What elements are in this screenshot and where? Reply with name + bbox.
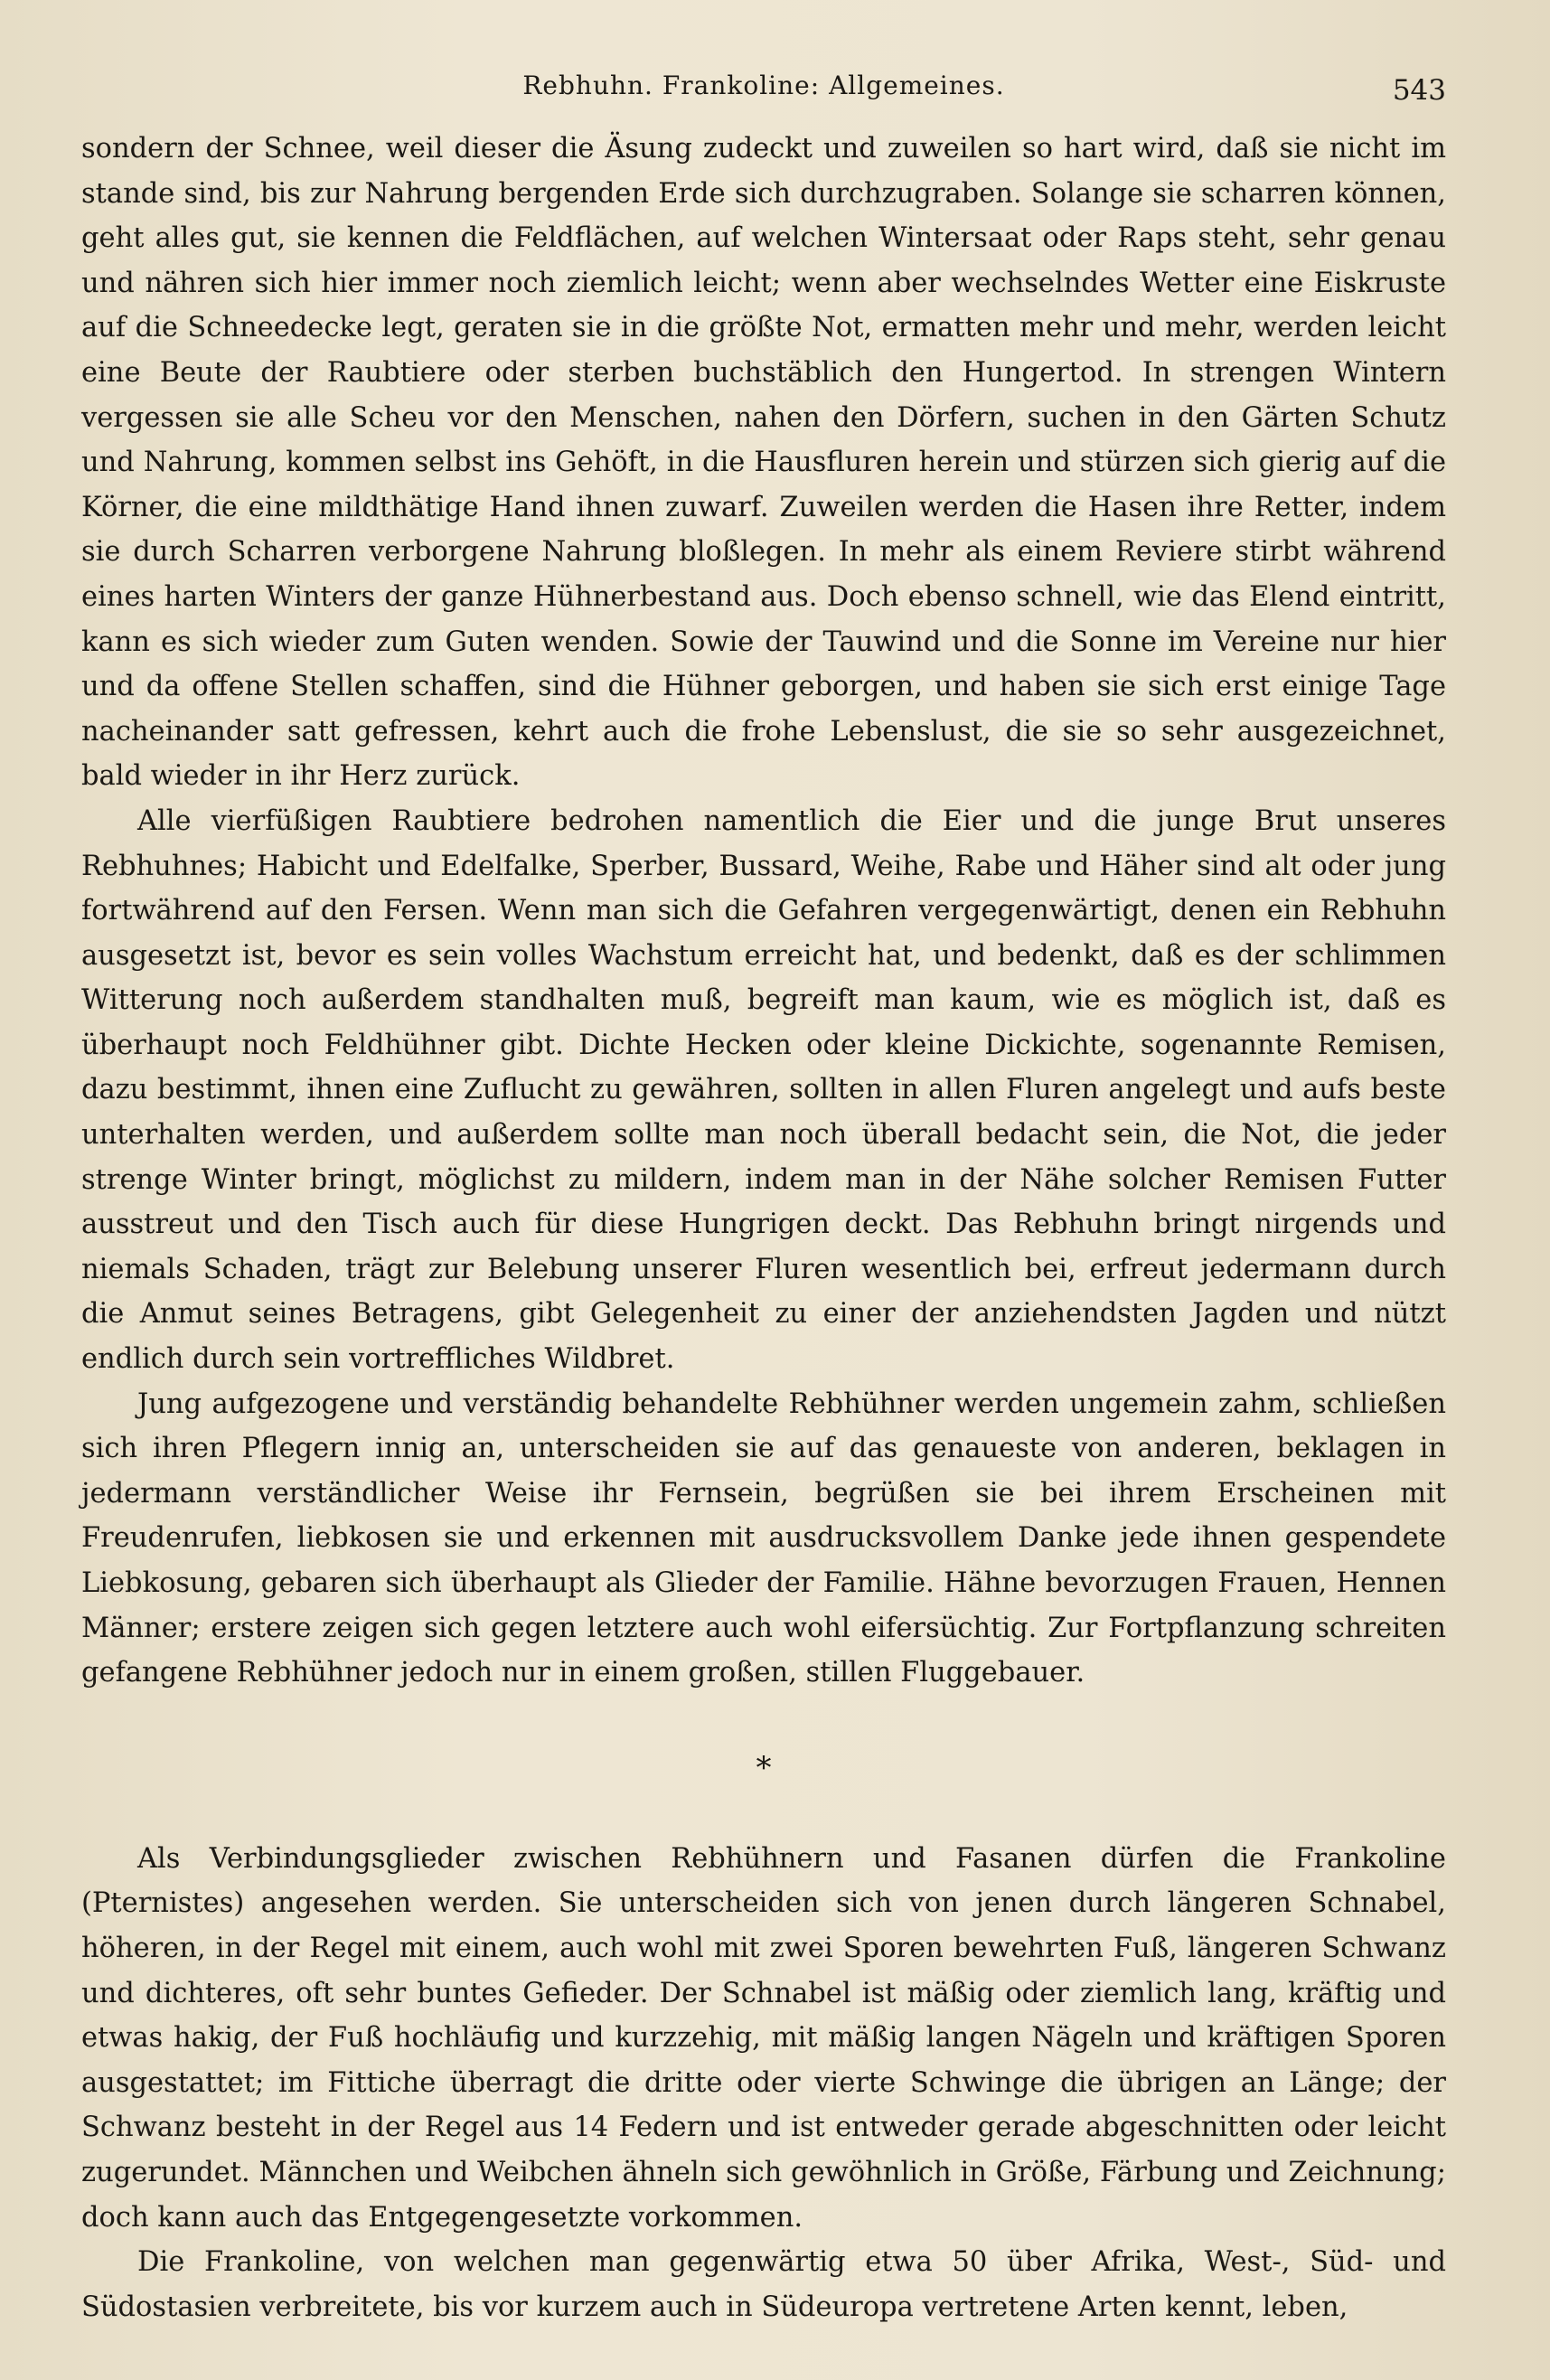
paragraph-tame-partridges: Jung aufgezogene und verständig behandelte Rebhühner werden ungemein zahm, schließen sich ihren Pflegern innig an, unterscheiden sie auf das genaueste von anderen, beklagen in jedermann verständlicher Weise ihr Fernsein, begrüßen sie bei ihrem Erscheinen mit Freudenrufen, liebkosen sie und erkennen mit ausdrucksvollem Danke jede ihnen gespendete Liebkosung, gebaren sich überhaupt als Glieder der Familie. Hähne bevorzugen Frauen, Hennen Männer; erstere zeigen sich gegen letztere auch wohl eifersüchtig. Zur Fortpflanzung schreiten gefangene Rebhühner jedoch nur in einem großen, stillen Fluggebauer.: [81, 1388, 1446, 1689]
paragraph-francolins-intro: Als Verbindungsglieder zwischen Rebhühnern und Fasanen dürfen die Frankoline (Pternistes) angesehen werden. Sie unterscheiden sich von jenen durch längeren Schnabel, höheren, in der Regel mit einem, auch wohl mit zwei Sporen bewehrten Fuß, längeren Schwanz und dichteres, oft sehr buntes Gefieder. Der Schnabel ist mäßig oder ziemlich lang, kräftig und etwas hakig, der Fuß hochläufig und kurzzehig, mit mäßig langen Nägeln und kräftigen Sporen ausgestattet; im Fittiche überragt die dritte oder vierte Schwinge die übrigen an Länge; der Schwanz besteht in der Regel aus 14 Federn und ist entweder gerade abgeschnitten oder leicht zugerundet. Männchen und Weibchen ähneln sich gewöhnlich in Größe, Färbung und Zeichnung; doch kann auch das Entgegengesetzte vorkommen.: [81, 1842, 1446, 2234]
page-number: 543: [1392, 74, 1446, 107]
paragraph-predators: Alle vierfüßigen Raubtiere bedrohen namentlich die Eier und die junge Brut unseres Rebhuhnes; Habicht und Edelfalke, Sperber, Bussard, Weihe, Rabe und Häher sind alt oder jung fortwährend auf den Fersen. Wenn man sich die Gefahren vergegenwärtigt, denen ein Rebhuhn ausgesetzt ist, bevor es sein volles Wachstum erreicht hat, und bedenkt, daß es der schlimmen Witterung noch außerdem standhalten muß, begreift man kaum, wie es möglich ist, daß es überhaupt noch Feldhühner gibt. Dichte Hecken oder kleine Dickichte, sogenannte Remisen, dazu bestimmt, ihnen eine Zuflucht zu gewähren, sollten in allen Fluren angelegt und aufs beste unterhalten werden, und außerdem sollte man noch überall bedacht sein, die Not, die jeder strenge Winter bringt, möglichst zu mildern, indem man in der Nähe solcher Remisen Futter ausstreut und den Tisch auch für diese Hungrigen deckt. Das Rebhuhn bringt nirgends und niemals Schaden, trägt zur Belebung unserer Fluren wesentlich bei, erfreut jedermann durch die Anmut seines Betragens, gibt Gelegenheit zu einer der anziehendsten Jagden und nützt endlich durch sein vortreffliches Wildbret.: [81, 804, 1446, 1376]
paragraph-snow-hunger: sondern der Schnee, weil dieser die Äsung zudeckt und zuweilen so hart wird, daß sie nicht im stande sind, bis zur Nahrung bergenden Erde sich durchzugraben. Solange sie scharren können, geht alles gut, sie kennen die Feldflächen, auf welchen Wintersaat oder Raps steht, sehr genau und nähren sich hier immer noch ziemlich leicht; wenn aber wechselndes Wetter eine Eiskruste auf die Schneedecke legt, geraten sie in die größte Not, ermatten mehr und mehr, werden leicht eine Beute der Raubtiere oder sterben buchstäblich den Hungertod. In strengen Wintern vergessen sie alle Scheu vor den Menschen, nahen den Dörfern, suchen in den Gärten Schutz und Nahrung, kommen selbst ins Gehöft, in die Hausfluren herein und stürzen sich gierig auf die Körner, die eine mildthätige Hand ihnen zuwarf. Zuweilen werden die Hasen ihre Retter, indem sie durch Scharren verborgene Nahrung bloßlegen. In mehr als einem Reviere stirbt während eines harten Winters der ganze Hühnerbestand aus. Doch ebenso schnell, wie das Elend eintritt, kann es sich wieder zum Guten wenden. Sowie der Tauwind und die Sonne im Vereine nur hier und da offene Stellen schaffen, sind die Hühner geborgen, und haben sie sich erst einige Tage nacheinander satt gefressen, kehrt auch die frohe Lebenslust, die sie so sehr ausgezeichnet, bald wieder in ihr Herz zurück.: [81, 133, 1446, 793]
paragraph-francolins-distribution: Die Frankoline, von welchen man gegenwärtig etwa 50 über Afrika, West-, Süd- und Südostasien verbreitete, bis vor kurzem auch in Südeuropa vertretene Arten kennt, leben,: [81, 2246, 1446, 2323]
section-separator: *: [756, 1749, 772, 1786]
page-header: [81, 71, 1446, 107]
body-text: [81, 127, 1446, 2329]
running-title: Rebhuhn. Frankoline: Allgemeines.: [522, 71, 1005, 100]
